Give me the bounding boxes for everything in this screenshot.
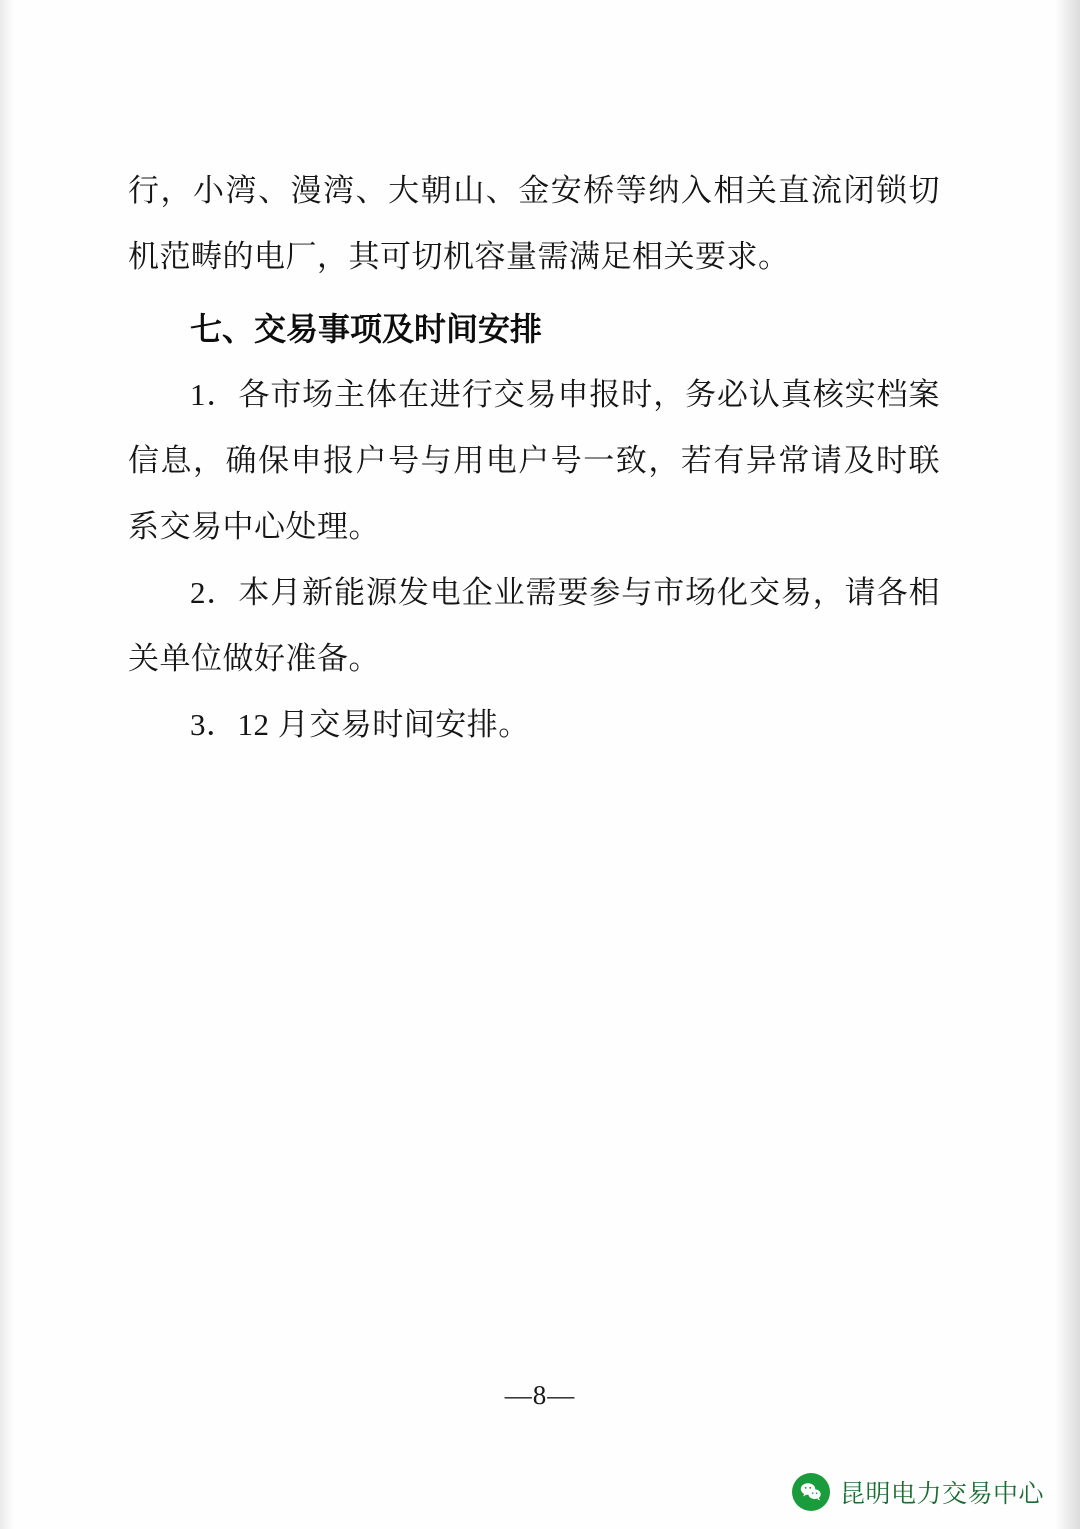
brand-name: 昆明电力交易中心 [839,1480,1044,1508]
paragraph-continued: 行，小湾、漫湾、大朝山、金安桥等纳入相关直流闭锁切机范畴的电厂，其可切机容量需满足相关要求。 [128,173,940,274]
list-item-3: 3．12 月交易时间安排。 [190,707,530,742]
page-right-edge-shadow [1054,0,1080,1529]
list-item-2: 2．本月新能源发电企业需要参与市场化交易，请各相关单位做好准备。 [128,575,940,676]
footer-brand [792,1473,1044,1511]
list-item-1: 1．各市场主体在进行交易申报时，务必认真核实档案信息，确保申报户号与用电户号一致，若有异常请及时联系交易中心处理。 [128,377,940,544]
wechat-icon [792,1473,830,1511]
page-left-edge-shadow [0,0,14,1529]
page-content [128,158,940,758]
page-number: —8— [504,1380,576,1410]
section-heading: 七、交易事项及时间安排 [190,311,543,347]
